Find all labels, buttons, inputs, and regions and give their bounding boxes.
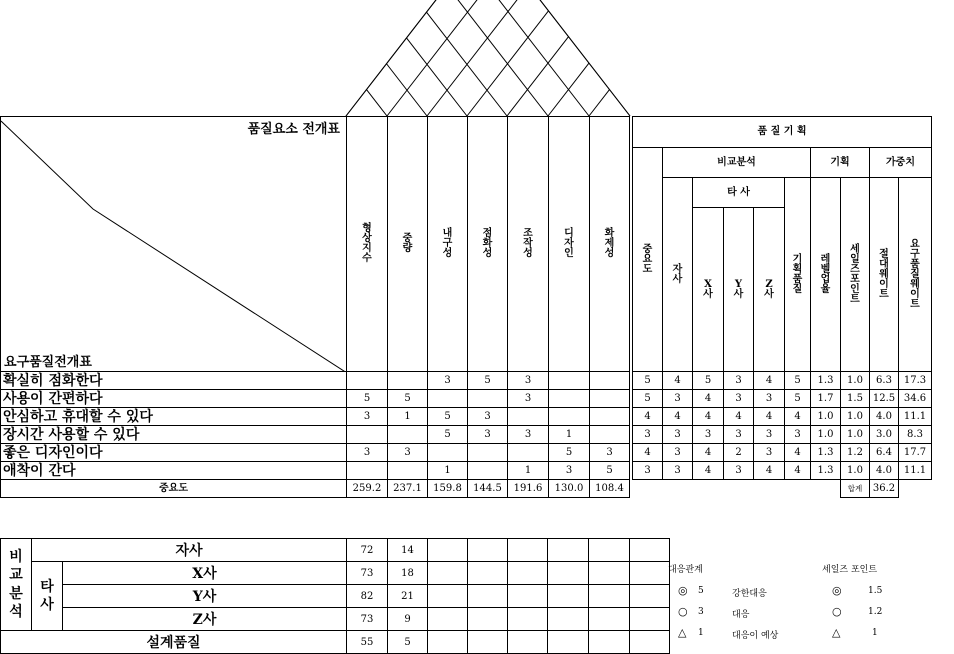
planning-cell: 4 [754,372,785,390]
requirement-label: 확실히 점화한다 [1,372,347,390]
char-header-topicality: 화 제 성 [590,117,630,372]
planning-cell: 1.3 [811,444,841,462]
comp-value: 73 [347,608,388,631]
requirement-row [1,462,932,480]
planning-cell: 1.2 [841,444,870,462]
legend-sp-value: 1 [872,628,878,638]
relation-cell [590,426,630,444]
relation-cell [549,390,590,408]
planning-cell: 1.0 [811,408,841,426]
comp-value: 21 [388,585,428,608]
planning-cell: 11.1 [899,462,932,480]
relation-cell [508,408,549,426]
char-header-shape-index: 형 상 지 수 [347,117,388,372]
relation-cell [590,372,630,390]
requirement-table-label: 요구품질전개표 [4,355,92,370]
relation-cell: 3 [549,462,590,480]
relation-cell [590,408,630,426]
legend-desc: 대응이 예상 [732,631,779,641]
legend-desc: 대응 [732,610,750,620]
planning-cell: 5 [693,372,724,390]
planning-cell: 2 [724,444,754,462]
planning-cell: 3 [663,462,693,480]
relation-cell: 5 [347,390,388,408]
relation-cell [388,462,428,480]
requirement-row [1,390,932,408]
planning-cell: 1.7 [811,390,841,408]
legend-desc: 강한대응 [732,589,767,599]
char-header-operability: 조 작 성 [508,117,549,372]
sales-point-header: 세 일 즈 포 인 트 [841,178,870,372]
comparison-side-label: 비 교 분 석 [1,539,32,631]
comparison-block [0,538,670,654]
weak-relation-icon: △ [832,626,841,639]
requirement-row [1,444,932,462]
requirement-label: 안심하고 휴대할 수 있다 [1,408,347,426]
requirement-row [1,426,932,444]
planning-cell: 4 [633,408,663,426]
planning-cell: 4 [693,444,724,462]
planning-cell: 3 [724,426,754,444]
planning-cell: 17.3 [899,372,932,390]
planning-cell: 4 [785,462,811,480]
planning-cell: 4 [754,408,785,426]
own-row-label: 자사 [32,539,347,562]
design-value: 55 [347,631,388,654]
relation-cell [388,372,428,390]
planning-cell: 6.3 [870,372,899,390]
relation-cell: 3 [508,390,549,408]
planning-cell: 1.0 [841,462,870,480]
relation-cell: 3 [428,372,468,390]
requirement-label: 장시간 사용할 수 있다 [1,426,347,444]
design-value: 5 [388,631,428,654]
relation-cell: 3 [388,444,428,462]
legend-sp-value: 1.5 [868,586,883,596]
relation-cell: 1 [388,408,428,426]
strong-relation-icon: ◎ [678,584,688,597]
importance-value: 191.6 [508,480,549,498]
planning-cell: 1.0 [841,426,870,444]
relation-cell [428,444,468,462]
planning-cell: 4 [693,408,724,426]
total-label: 합계 [841,480,870,498]
planning-cell: 3 [724,390,754,408]
planning-cell: 4 [785,444,811,462]
planning-cell: 5 [785,390,811,408]
requirement-label: 좋은 디자인이다 [1,444,347,462]
legend-sp-value: 1.2 [868,607,883,617]
own-value: 14 [388,539,428,562]
comp-value: 82 [347,585,388,608]
planning-cell: 4 [693,390,724,408]
planning-cell: 4 [754,462,785,480]
strong-relation-icon: ◎ [832,584,842,597]
design-quality-label: 설계품질 [1,631,347,654]
requirement-weight-header: 요 구 품 질 웨 이 트 [899,178,932,372]
relation-icon: ○ [832,605,842,618]
planning-cell: 5 [785,372,811,390]
relation-cell: 3 [347,444,388,462]
competitor-side-label: 타 사 [32,562,63,631]
comp-z-header: Z 사 [754,208,785,372]
planning-cell: 1.5 [841,390,870,408]
char-header-durability: 내 구 성 [428,117,468,372]
comp-row-label: Z사 [63,608,347,631]
comp-value: 18 [388,562,428,585]
planning-cell: 4 [663,372,693,390]
planning-cell: 1.0 [841,408,870,426]
relation-cell: 5 [468,372,508,390]
planning-cell: 3 [663,390,693,408]
relation-cell: 5 [590,462,630,480]
char-header-design: 디 자 인 [549,117,590,372]
comp-y-header: Y 사 [724,208,754,372]
comp-value: 73 [347,562,388,585]
own-value: 72 [347,539,388,562]
comp-row-label: Y사 [63,585,347,608]
plan-group-header: 기획 [811,148,870,178]
relation-cell: 5 [428,426,468,444]
importance-value: 144.5 [468,480,508,498]
comp-x-header: X 사 [693,208,724,372]
correlation-roof [0,0,954,117]
matrix-corner [1,117,347,372]
importance-header: 중 요 도 [633,148,663,372]
comp-value: 9 [388,608,428,631]
requirement-label: 애착이 간다 [1,462,347,480]
requirement-label: 사용이 간편하다 [1,390,347,408]
planning-cell: 3 [754,390,785,408]
relation-cell [428,390,468,408]
planning-cell: 8.3 [899,426,932,444]
relation-icon: ○ [678,605,688,618]
importance-value: 130.0 [549,480,590,498]
relation-cell [508,444,549,462]
planning-cell: 3 [754,444,785,462]
relation-cell [590,390,630,408]
relation-cell: 5 [388,390,428,408]
competitors-header: 타 사 [693,178,785,208]
requirement-row [1,408,932,426]
requirement-row [1,372,932,390]
char-header-ignition: 점 화 성 [468,117,508,372]
quality-planning-title: 품 질 기 획 [633,117,932,148]
legend-relation-title: 대응관계 [668,565,703,575]
planning-cell: 3 [785,426,811,444]
planning-cell: 4 [724,408,754,426]
relation-cell: 1 [428,462,468,480]
relation-cell: 3 [468,408,508,426]
relation-cell: 3 [508,372,549,390]
planning-cell: 3 [754,426,785,444]
total-value: 36.2 [870,480,899,498]
plan-quality-header: 기 획 품 질 [785,178,811,372]
planning-cell: 6.4 [870,444,899,462]
planning-cell: 3 [633,426,663,444]
planning-cell: 3.0 [870,426,899,444]
relation-cell: 5 [549,444,590,462]
legend-value: 3 [698,607,704,617]
planning-cell: 4.0 [870,408,899,426]
relation-cell [388,426,428,444]
relation-cell [468,444,508,462]
planning-cell: 4 [785,408,811,426]
planning-cell: 1.0 [811,426,841,444]
planning-cell: 1.3 [811,372,841,390]
planning-cell: 34.6 [899,390,932,408]
planning-cell: 3 [724,462,754,480]
weak-relation-icon: △ [678,626,687,639]
planning-cell: 4 [633,444,663,462]
planning-cell: 4 [693,462,724,480]
importance-value: 259.2 [347,480,388,498]
planning-cell: 12.5 [870,390,899,408]
legend-sales-point-title: 세일즈 포인트 [822,565,878,575]
relation-cell [347,462,388,480]
char-header-weight: 중 량 [388,117,428,372]
relation-cell [347,426,388,444]
planning-cell: 4.0 [870,462,899,480]
importance-row-label: 중요도 [1,480,347,498]
legend [640,558,950,648]
comp-row-label: X사 [63,562,347,585]
planning-cell: 11.1 [899,408,932,426]
house-of-quality-table [0,116,932,498]
planning-cell: 1.0 [841,372,870,390]
legend-value: 1 [698,628,704,638]
legend-value: 5 [698,586,704,596]
planning-cell: 3 [633,462,663,480]
relation-cell: 3 [347,408,388,426]
corner-diagonal [1,117,347,372]
importance-row [1,480,932,498]
relation-cell: 1 [508,462,549,480]
planning-cell: 3 [724,372,754,390]
weight-group-header: 가중치 [870,148,932,178]
relation-cell [549,372,590,390]
planning-cell: 3 [693,426,724,444]
relation-cell: 3 [468,426,508,444]
planning-cell: 5 [633,372,663,390]
own-company-header: 자 사 [663,178,693,372]
relation-cell [468,462,508,480]
relation-cell: 3 [508,426,549,444]
relation-cell: 1 [549,426,590,444]
planning-cell: 5 [633,390,663,408]
relation-cell: 3 [590,444,630,462]
relation-cell [468,390,508,408]
planning-cell: 3 [663,444,693,462]
planning-cell: 17.7 [899,444,932,462]
planning-cell: 1.3 [811,462,841,480]
planning-cell: 4 [663,408,693,426]
relation-cell [347,372,388,390]
level-up-header: 레 벨 업 율 [811,178,841,372]
importance-value: 159.8 [428,480,468,498]
absolute-weight-header: 절 대 웨 이 트 [870,178,899,372]
importance-value: 108.4 [590,480,630,498]
relation-cell [549,408,590,426]
quality-element-table-label: 품질요소 전개표 [247,122,340,137]
relation-cell: 5 [428,408,468,426]
planning-cell: 3 [663,426,693,444]
importance-value: 237.1 [388,480,428,498]
comparison-group-header: 비교분석 [663,148,811,178]
